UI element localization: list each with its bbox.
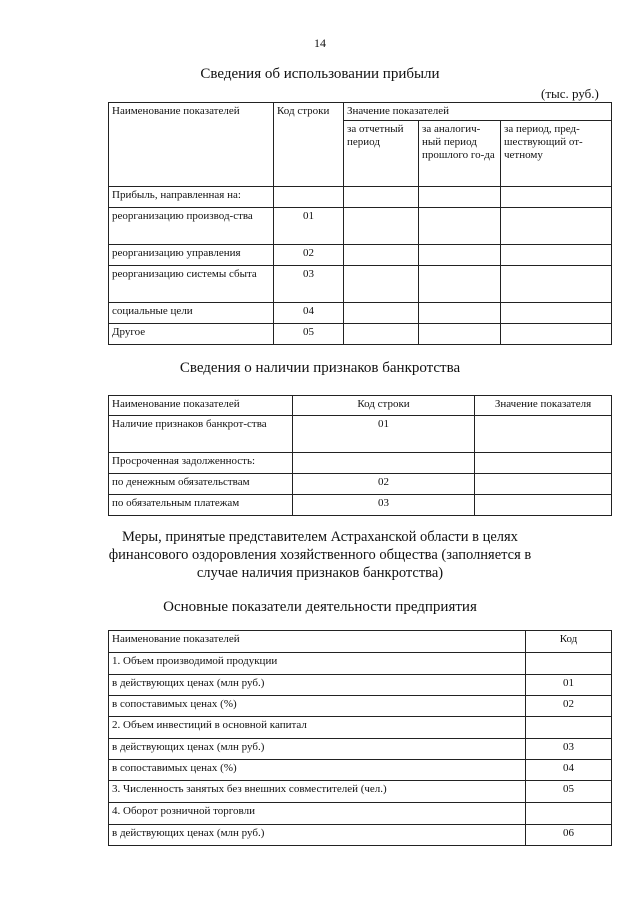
row-value-cell <box>419 324 501 345</box>
row-name: социальные цели <box>109 303 274 324</box>
header-code: Код <box>526 631 612 653</box>
row-value-cell <box>501 266 612 303</box>
table-row <box>109 825 612 846</box>
row-name: 1. Объем производимой продукции <box>109 653 526 675</box>
row-code: 03 <box>274 266 344 303</box>
header-name: Наименование показателей <box>109 631 526 653</box>
table-row <box>109 803 612 825</box>
group-label: Прибыль, направленная на: <box>109 187 274 208</box>
row-value-cell <box>475 474 612 495</box>
table-row <box>109 675 612 696</box>
header-value: Значение показателей <box>344 103 612 121</box>
bankruptcy-table <box>108 395 612 516</box>
row-value-cell <box>419 303 501 324</box>
row-value-cell <box>475 453 612 474</box>
row-value-cell <box>344 208 419 245</box>
header-name: Наименование показателей <box>109 103 274 187</box>
row-name: реорганизацию производ-ства <box>109 208 274 245</box>
row-name: реорганизацию системы сбыта <box>109 266 274 303</box>
row-code: 05 <box>274 324 344 345</box>
row-value-cell <box>501 208 612 245</box>
row-value-cell <box>501 245 612 266</box>
row-code <box>293 453 475 474</box>
row-name: в сопоставимых ценах (%) <box>109 760 526 781</box>
table-row <box>109 208 612 245</box>
units-label: (тыс. руб.) <box>541 86 599 101</box>
table-row <box>109 696 612 717</box>
row-code: 06 <box>526 825 612 846</box>
table-row <box>109 653 612 675</box>
header-code: Код строки <box>274 103 344 187</box>
table-row <box>109 717 612 739</box>
table-row <box>109 266 612 303</box>
row-name: в сопоставимых ценах (%) <box>109 696 526 717</box>
row-code: 03 <box>293 495 475 516</box>
profit-usage-title: Сведения об использовании прибыли <box>200 66 440 82</box>
row-code: 01 <box>293 416 475 453</box>
header-current-period: за отчетный период <box>344 121 419 187</box>
row-value-cell <box>501 324 612 345</box>
row-name: реорганизацию управления <box>109 245 274 266</box>
table-row <box>109 303 612 324</box>
row-code: 04 <box>526 760 612 781</box>
header-value: Значение показателя <box>475 396 612 416</box>
row-name: Просроченная задолженность: <box>109 453 293 474</box>
row-name: по обязательным платежам <box>109 495 293 516</box>
row-name: в действующих ценах (млн руб.) <box>109 825 526 846</box>
row-value-cell <box>344 324 419 345</box>
row-value-cell <box>419 245 501 266</box>
row-value-cell <box>475 495 612 516</box>
row-name: 2. Объем инвестиций в основной капитал <box>109 717 526 739</box>
row-name: по денежным обязательствам <box>109 474 293 495</box>
row-code: 01 <box>274 208 344 245</box>
measures-paragraph: Меры, принятые представителем Астраханской области в целях финансового оздоровления хозяйственного общества (заполняется в случае наличия признаков банкротства) <box>108 529 532 581</box>
table-row <box>109 324 612 345</box>
row-value-cell <box>501 303 612 324</box>
row-value-cell <box>419 266 501 303</box>
main-indicators-title: Основные показатели деятельности предприятия <box>163 599 477 615</box>
row-name: 4. Оборот розничной торговли <box>109 803 526 825</box>
bankruptcy-title: Сведения о наличии признаков банкротства <box>179 360 461 376</box>
row-code <box>526 717 612 739</box>
table-row <box>109 245 612 266</box>
row-code <box>526 803 612 825</box>
row-name: Наличие признаков банкрот-ства <box>109 416 293 453</box>
table-row <box>109 495 612 516</box>
header-code: Код строки <box>293 396 475 416</box>
table-row <box>109 739 612 760</box>
table-row <box>109 760 612 781</box>
profit-usage-table <box>108 102 612 345</box>
row-code <box>526 653 612 675</box>
page-number: 14 <box>314 36 326 50</box>
table-row <box>109 474 612 495</box>
table-row <box>109 453 612 474</box>
row-value-cell <box>344 266 419 303</box>
header-analog-period: за аналогич-ный период прошлого го-да <box>419 121 501 187</box>
row-code: 05 <box>526 781 612 803</box>
row-code: 01 <box>526 675 612 696</box>
row-code: 03 <box>526 739 612 760</box>
table-row <box>109 781 612 803</box>
row-code: 02 <box>293 474 475 495</box>
row-value-cell <box>344 245 419 266</box>
row-value-cell <box>475 416 612 453</box>
row-code: 02 <box>526 696 612 717</box>
row-name: в действующих ценах (млн руб.) <box>109 739 526 760</box>
row-code: 04 <box>274 303 344 324</box>
row-name: Другое <box>109 324 274 345</box>
row-name: в действующих ценах (млн руб.) <box>109 675 526 696</box>
main-indicators-table <box>108 630 612 846</box>
header-name: Наименование показателей <box>109 396 293 416</box>
row-name: 3. Численность занятых без внешних совместителей (чел.) <box>109 781 526 803</box>
table-row <box>109 416 612 453</box>
row-code: 02 <box>274 245 344 266</box>
row-value-cell <box>344 303 419 324</box>
header-previous-period: за период, пред-шествующий от-четному <box>501 121 612 187</box>
row-value-cell <box>419 208 501 245</box>
